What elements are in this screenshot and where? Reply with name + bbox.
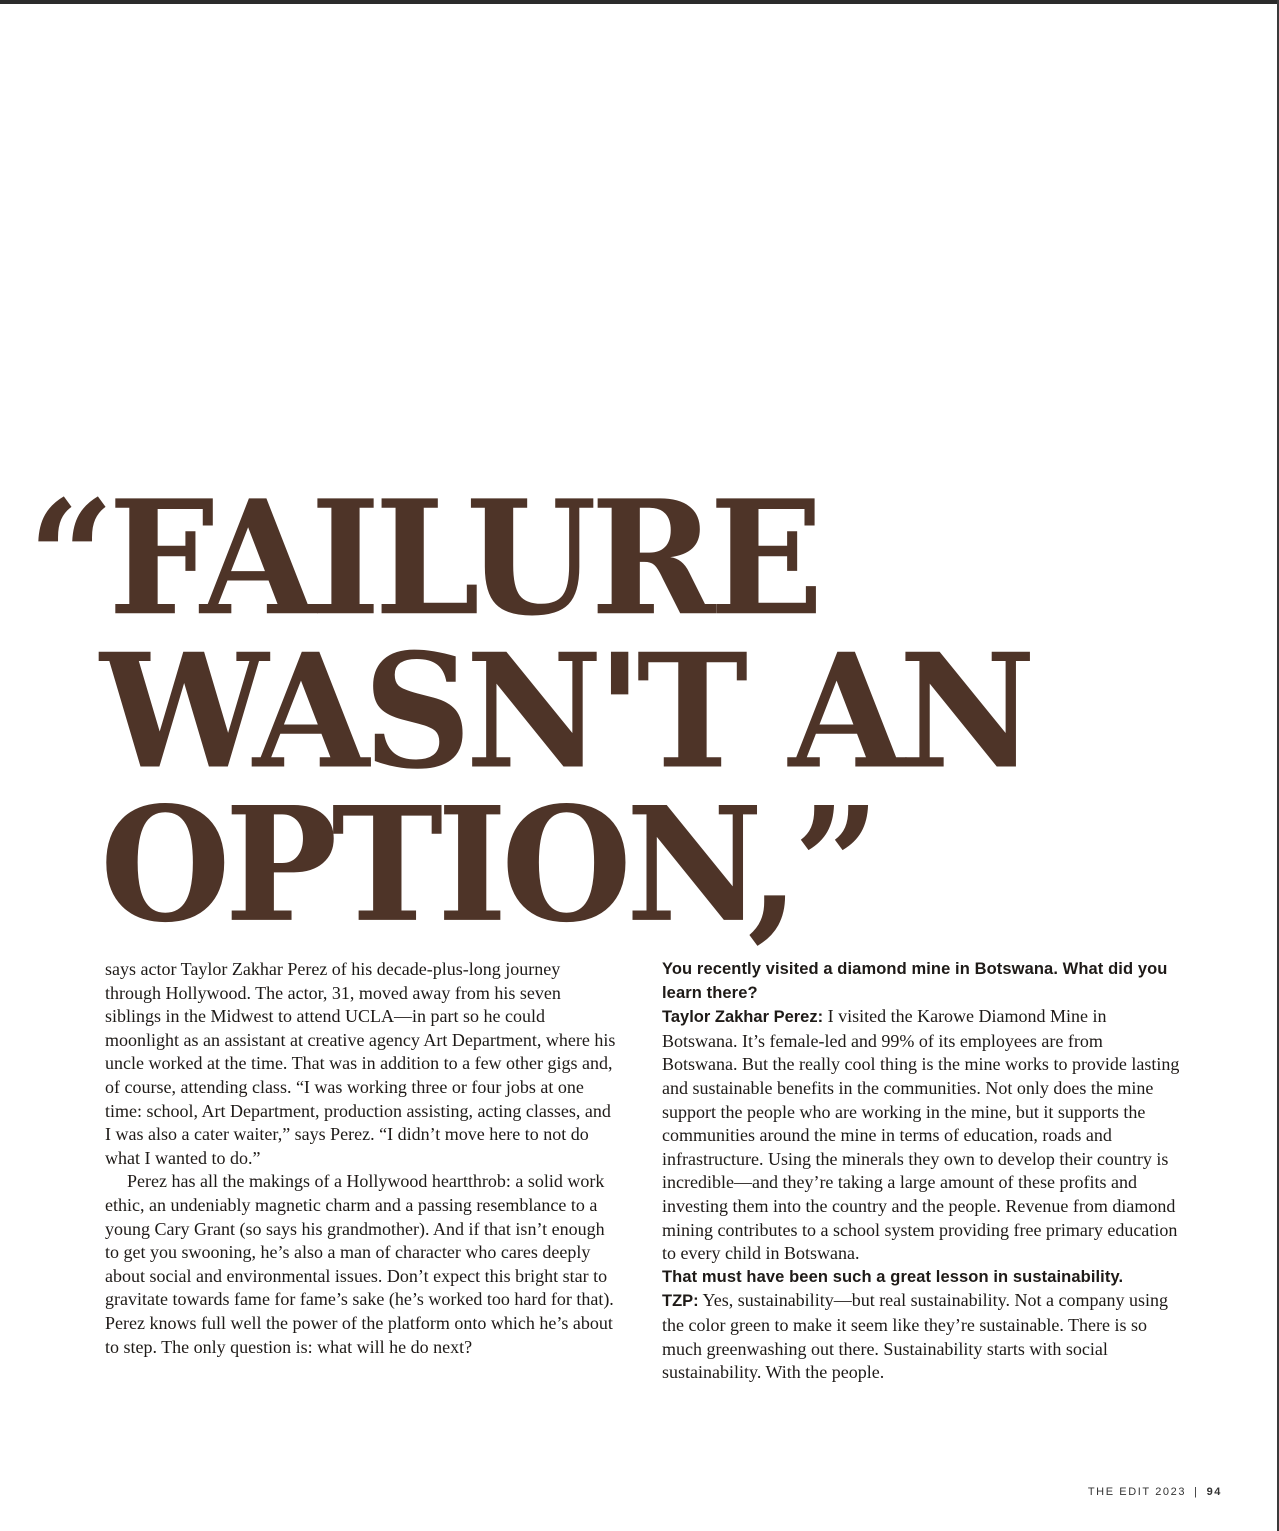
headline-line-2: WASN'T AN xyxy=(100,619,1030,805)
page-folio xyxy=(1088,1486,1222,1498)
intro-paragraph: says actor Taylor Zakhar Perez of his decade-plus-long journey through Hollywood. The actor, 31, moved away from his seven siblings in the Midwest to attend UCLA—in part so he could moonlight as an assistant at creative agency Art Department, where his uncle worked at the time. That was in addition to a few other gigs and, of course, attending class. “I was working three or four jobs at one time: school, Art Department, production assisting, acting classes, and I was also a cater waiter,” says Perez. “I didn’t move here to not do what I wanted to do.” xyxy=(105,959,616,1168)
answer-text-1: I visited the Karowe Diamond Mine in Botswana. It’s female-led and 99% of its employees are from Botswana. But the really cool thing is the mine works to provide lasting and sustainable benefits in the communities. Not only does the mine support the people who are working in the mine, but it supports the communities around the mine in terms of education, roads and infrastructure. Using the minerals they own to develop their country is incredible—and they’re taking a large amount of these profits and investing them into the country and the people. Revenue from diamond mining contributes to a school system providing free primary education to every child in Botswana. xyxy=(662,1006,1180,1264)
top-rule xyxy=(0,0,1279,4)
headline-open-quote: “ xyxy=(28,466,109,652)
headline-word-1: FAILURE xyxy=(108,466,818,652)
headline-word-3: OPTION, xyxy=(100,772,794,958)
headline xyxy=(28,466,1030,958)
answer-speaker-1: Taylor Zakhar Perez: xyxy=(662,1008,824,1027)
interview-answer-1 xyxy=(662,1005,1182,1266)
publication-name: THE EDIT 2023 xyxy=(1087,1486,1187,1498)
answer-text-2: Yes, sustainability—but real sustainability. Not a company using the color green to make it seem like they’re sustainable. There is so much greenwashing out there. Sustainability starts with social sustainability. With the people. xyxy=(662,1290,1168,1383)
headline-close-quote: ” xyxy=(793,772,874,958)
body-column-left xyxy=(105,958,617,1359)
body-column-right xyxy=(662,958,1182,1385)
headline-line-3 xyxy=(28,772,1028,958)
headline-line-1 xyxy=(28,466,1028,652)
interview-answer-2 xyxy=(662,1289,1182,1384)
interview-question-1: You recently visited a diamond mine in Botswana. What did you learn there? xyxy=(662,960,1168,1002)
body-paragraph: Perez has all the makings of a Hollywood heartthrob: a solid work ethic, an undeniably magnetic charm and a passing resemblance to a young Cary Grant (so says his grandmother). And if that isn’t enough to get you swooning, he’s also a man of character who cares deeply about social and environmental issues. Don’t expect this bright star to gravitate towards fame for fame’s sake (he’s worked too hard for that). Perez knows full well the power of the platform onto which he’s about to step. The only question is: what will he do next? xyxy=(105,1171,614,1357)
answer-speaker-2: TZP: xyxy=(662,1292,699,1311)
folio-separator: | xyxy=(1194,1486,1199,1498)
page-number: 94 xyxy=(1206,1486,1222,1498)
interview-question-2: That must have been such a great lesson in sustainability. xyxy=(662,1267,1124,1286)
